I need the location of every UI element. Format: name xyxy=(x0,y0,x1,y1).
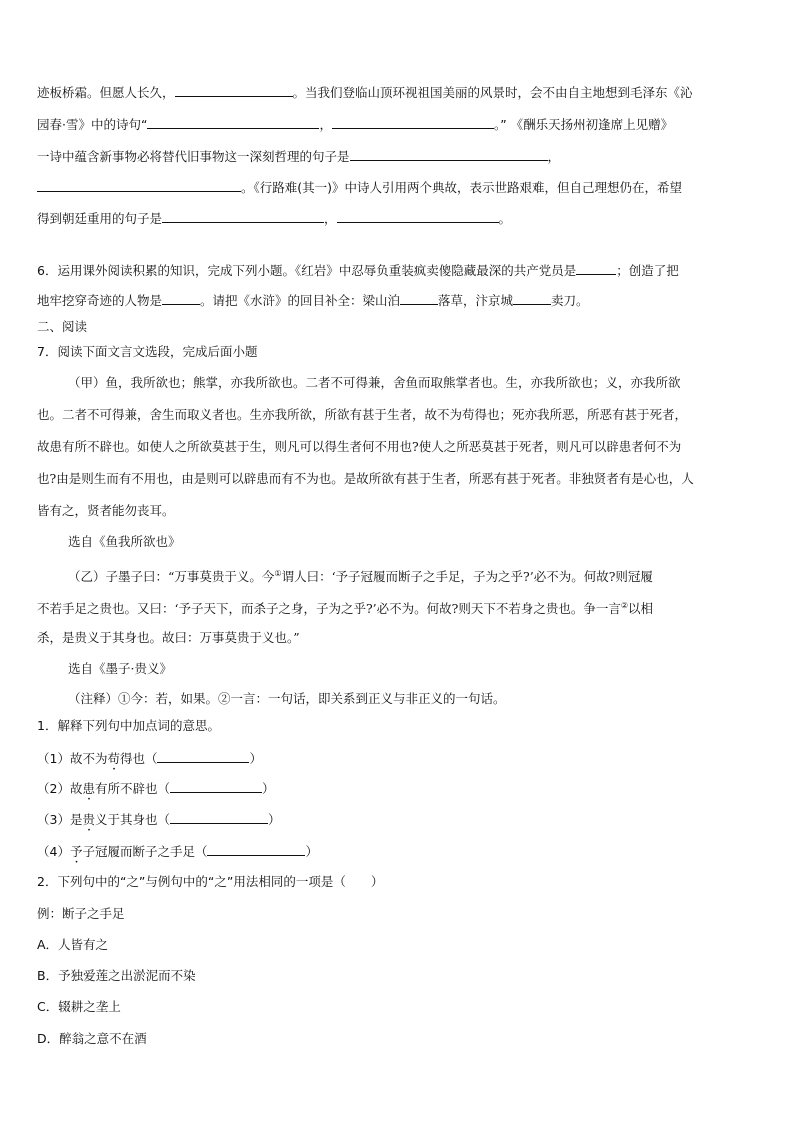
text: （4） xyxy=(37,844,70,859)
s5-line-4 xyxy=(37,178,682,197)
sub2-title: 2．下列句中的“之”与例句中的“之”用法相同的一项是（ ） xyxy=(37,874,384,889)
text: 。当我们登临山顶环视祖国美丽的风景时，会不由自主地想到毛泽东《沁 xyxy=(292,85,693,100)
yi-line-2 xyxy=(37,597,653,618)
text: 不若手足之贵也。又曰：‘予子天下，而杀子之身，子为之乎?’必不为。何故?则天下不若身之贵也。争一言 xyxy=(37,601,621,617)
blank[interactable] xyxy=(162,209,324,223)
text: 。请把《水浒》的回目补全：梁山泊 xyxy=(200,293,401,308)
yi-line-3: 杀，是贵义于其身也。故曰：万事莫贵于义也。” xyxy=(37,630,300,645)
dotted-word: 患 xyxy=(82,781,95,796)
blank[interactable] xyxy=(350,147,548,161)
text: ） xyxy=(305,844,318,859)
jia-line-3: 故患有所不辟也。如使人之所欲莫甚于生，则凡可以得生者何不用也?使人之所恶莫甚于死者，则凡可以辟患者何不为 xyxy=(37,439,682,454)
text: ） xyxy=(267,812,281,827)
text: ） xyxy=(249,751,262,766)
q7-title: 7．阅读下面文言文选段，完成后面小题 xyxy=(37,344,258,359)
jia-line-4: 也?由是则生而有不用也，由是则可以辟患而有不为也。是故所欲有甚于生者，所恶有甚于死者。非独贤者有是心也，人 xyxy=(37,471,694,486)
answer-blank[interactable] xyxy=(170,779,262,793)
dotted-word: 予 xyxy=(69,844,83,859)
s5-line-3 xyxy=(37,147,560,166)
text: 。《行路难(其一)》中诗人引用两个典故，表示世路艰难，但自己理想仍在，希望 xyxy=(241,180,683,195)
answer-blank[interactable] xyxy=(157,749,249,763)
jia-line-1: （甲）鱼，我所欲也；熊掌，亦我所欲也。二者不可得兼，舍鱼而取熊掌者也。生，亦我所欲也；义，亦我所欲 xyxy=(68,375,681,390)
blank[interactable] xyxy=(175,83,293,97)
text: 落草，汴京城 xyxy=(438,293,514,308)
sub2-example: 例：断子之手足 xyxy=(37,906,125,921)
text: ， xyxy=(319,117,332,132)
text: （乙）子墨子曰：“万事莫贵于义。今 xyxy=(68,569,275,585)
section-heading: 二、阅读 xyxy=(37,319,88,334)
option-d[interactable]: D．醉翁之意不在酒 xyxy=(37,1031,147,1046)
jia-source: 选自《鱼我所欲也》 xyxy=(68,534,181,549)
s5-line-1 xyxy=(37,83,693,102)
answer-blank[interactable] xyxy=(170,810,268,824)
text: ） xyxy=(261,781,275,796)
sub1-title: 1．解释下列句中加点词的意思。 xyxy=(37,718,220,733)
blank[interactable] xyxy=(513,291,551,305)
option-b[interactable]: B．予独爱莲之出淤泥而不染 xyxy=(37,968,196,983)
blank[interactable] xyxy=(37,178,241,192)
text: 子冠履而断子之手足（ xyxy=(82,844,208,859)
dotted-word: 贵 xyxy=(82,812,95,827)
blank[interactable] xyxy=(147,115,319,129)
s5-line-2 xyxy=(37,115,673,134)
text: 。 xyxy=(498,211,512,226)
yi-line-1 xyxy=(68,565,653,586)
text: 卖刀。 xyxy=(551,293,589,308)
dotted-word: 苟 xyxy=(107,751,120,766)
text: 以相 xyxy=(628,601,654,617)
answer-blank[interactable] xyxy=(207,842,305,856)
text: 6．运用课外阅读积累的知识，完成下列小题。《红岩》中忍辱负重装疯卖傻隐藏最深的共产党员是 xyxy=(37,263,577,278)
option-a[interactable]: A．人皆有之 xyxy=(37,937,109,952)
sub1-item-1 xyxy=(37,749,262,773)
blank[interactable] xyxy=(162,291,200,305)
sub1-item-2 xyxy=(37,779,275,803)
text: （2）故 xyxy=(37,781,83,796)
text: 迹板桥霜。但愿人长久， xyxy=(37,85,175,100)
text: 。” 《酬乐天扬州初逢席上见赠》 xyxy=(493,117,674,132)
blank[interactable] xyxy=(337,209,499,223)
blank[interactable] xyxy=(332,115,494,129)
text: ， xyxy=(324,211,337,226)
text: 地牢挖穿奇迹的人物是 xyxy=(37,293,163,308)
blank[interactable] xyxy=(400,291,438,305)
text: 一诗中蕴含新事物必将替代旧事物这一深刻哲理的句子是 xyxy=(37,149,350,164)
note-marker: ② xyxy=(620,601,629,610)
sub1-item-4 xyxy=(37,842,318,866)
jia-line-2: 也。二者不可得兼，舍生而取义者也。生亦我所欲，所欲有甚于生者，故不为苟得也；死亦我所恶，所恶有甚于死者， xyxy=(37,407,688,422)
text: ， xyxy=(547,149,561,164)
sub1-item-3 xyxy=(37,810,281,834)
q6-line-1 xyxy=(37,261,679,280)
option-c[interactable]: C．辍耕之垄上 xyxy=(37,999,121,1014)
text: 得到朝廷重用的句子是 xyxy=(37,211,163,226)
text: 谓人曰：‘予子冠履而断子之手足，子为之乎?’必不为。何故?则冠履 xyxy=(281,569,653,585)
text: 有所不辟也（ xyxy=(94,781,170,796)
text: （3）是 xyxy=(37,812,83,827)
text: 得也（ xyxy=(119,751,158,766)
yi-source: 选自《墨子·贵义》 xyxy=(68,661,172,676)
note-marker: ① xyxy=(274,569,282,578)
jia-line-5: 皆有之，贤者能勿丧耳。 xyxy=(37,503,175,518)
q6-line-2 xyxy=(37,291,589,310)
blank[interactable] xyxy=(576,261,616,275)
text: 园春·雪》中的诗句“ xyxy=(37,117,148,132)
notes: （注释）①今：若，如果。②一言：一句话，即关系到正义与非正义的一句话。 xyxy=(68,691,506,706)
text: （1）故不为 xyxy=(37,751,108,766)
text: ；创造了把 xyxy=(616,263,679,278)
s5-line-5 xyxy=(37,209,511,228)
text: 义于其身也（ xyxy=(94,812,170,827)
